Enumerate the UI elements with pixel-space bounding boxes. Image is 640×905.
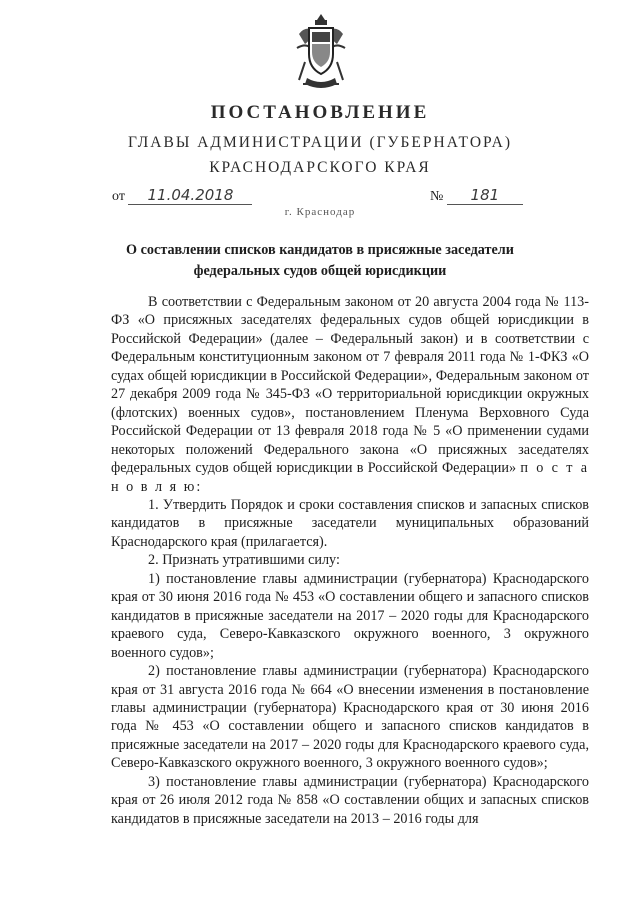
decree-word: п о с т а н о в л я ю:: [111, 460, 590, 495]
document-type-title: ПОСТАНОВЛЕНИЕ: [210, 102, 430, 123]
date-prefix: от: [112, 189, 125, 204]
handwritten-date: 11.04.2018: [128, 186, 252, 205]
city-label: г. Краснодар: [284, 206, 356, 218]
number-prefix: №: [430, 189, 444, 204]
document-title-line-2: федеральных судов общей юрисдикции: [193, 263, 447, 279]
number-line: [430, 186, 523, 205]
item-paragraph: 1. Утвердить Порядок и сроки составления списков и запасных списков кандидатов в присяжные заседатели муниципальных образований Краснодарского края (прилагается).: [111, 496, 589, 550]
issuer-line-2: КРАСНОДАРСКОГО КРАЯ: [209, 159, 431, 176]
preamble-text: В соответствии с Федеральным законом от 20 августа 2004 года № 113-ФЗ «О присяжных заседателях федеральных судов общей юрисдикции в Российской Федерации» (далее – Федеральный закон) и в соответствии с Федеральным конституционным законом от 7 февраля 2011 года № 1-ФКЗ «О судах общей юрисдикции в Российской Федерации», Федеральным законом от 27 декабря 2009 года № 345-ФЗ «О территориальной юрисдикции окружных (флотских) военных судов», постановлением Пленума Верховного Суда Российской Федерации от 13 февраля 2018 года № 5 «О применении судами некоторых положений Федерального закона «О присяжных заседателях федеральных судов общей юрисдикции в Российской Федерации»: [111, 294, 589, 477]
handwritten-number: 181: [447, 186, 523, 205]
item-paragraph: 3) постановление главы администрации (губернатора) Краснодарского края от 26 июля 2012 года № 858 «О составлении общих и запасных списков кандидатов в присяжные заседатели на 2013 – 2016 годы для: [111, 773, 589, 827]
date-line: [112, 186, 252, 205]
item-paragraph: 1) постановление главы администрации (губернатора) Краснодарского края от 30 июня 2016 года № 453 «О составлении общего и запасного списков кандидатов в присяжные заседатели на 2017 – 2020 годы для Краснодарского краевого суда, Северо-Кавказского окружного военного, 3 окружного военного судов»;: [111, 570, 589, 661]
issuer-line-1: ГЛАВЫ АДМИНИСТРАЦИИ (ГУБЕРНАТОРА): [127, 134, 512, 151]
item-paragraph: 2) постановление главы администрации (губернатора) Краснодарского края от 31 августа 2016 года № 664 «О внесении изменения в постановление главы администрации (губернатора) Краснодарского края от 30 июня 2016 года № 453 «О составлении общего и запасного списков кандидатов в присяжные заседатели на 2017 – 2020 годы для Краснодарского краевого суда, Северо-Кавказского окружного военного, 3 окружного военного судов»;: [111, 663, 589, 772]
preamble-paragraph: [111, 293, 589, 496]
document-body: [111, 293, 589, 828]
item-paragraph: 2. Признать утратившими силу:: [148, 552, 340, 569]
document-title-line-1: О составлении списков кандидатов в присяжные заседатели: [126, 242, 514, 258]
coat-of-arms-emblem: [293, 12, 349, 92]
